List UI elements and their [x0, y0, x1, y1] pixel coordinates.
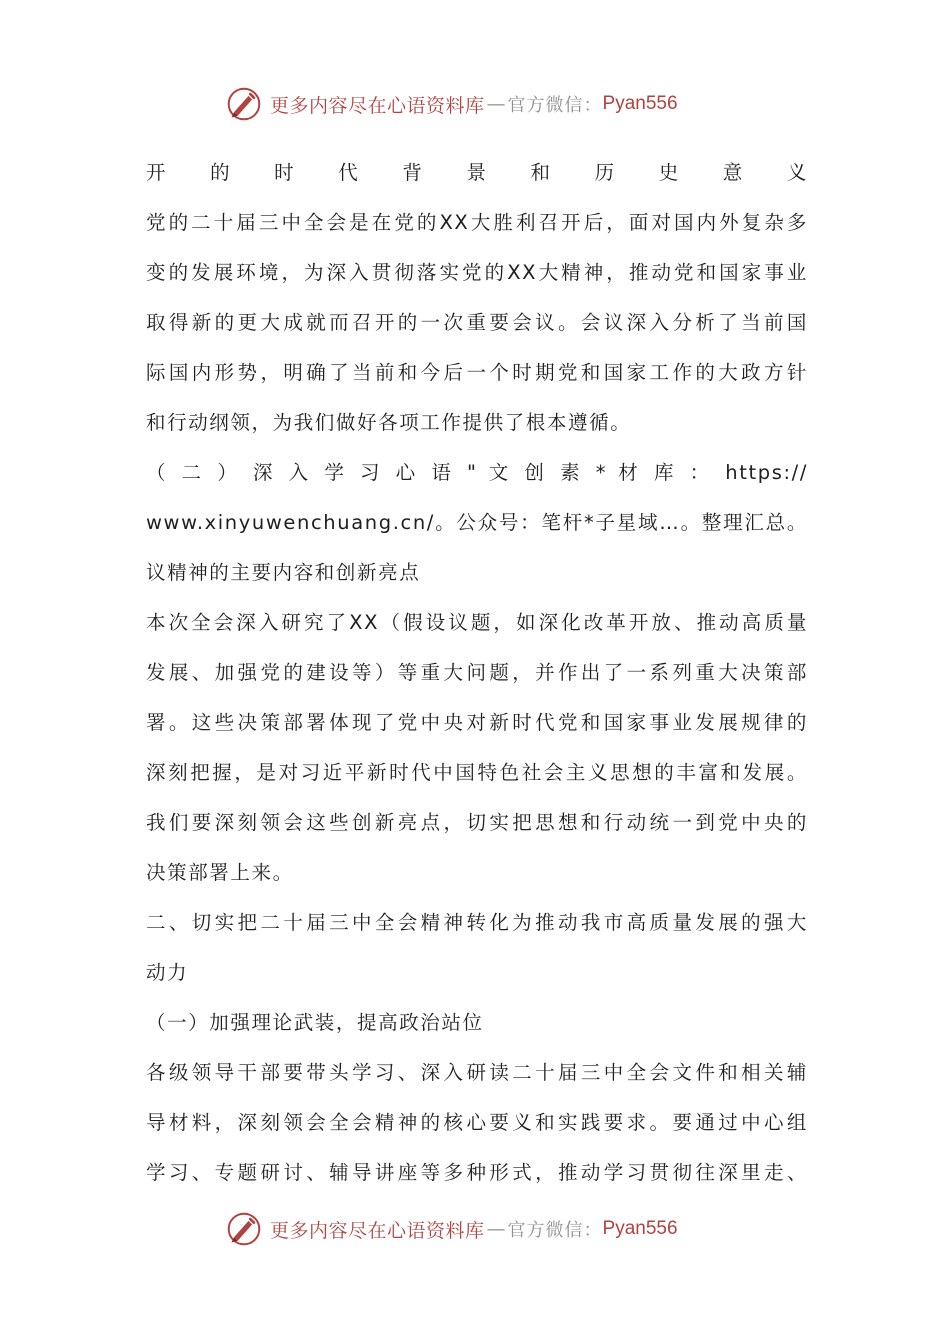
text-line: 署。这些决策部署体现了党中央对新时代党和国家事业发展规律的 [146, 711, 808, 734]
text-line: 发展、加强党的建设等）等重大问题，并作出了一系列重大决策部 [146, 661, 808, 684]
banner-dash: — [486, 93, 506, 115]
header-banner [226, 82, 678, 126]
banner-dash: — [486, 1218, 506, 1240]
banner-official-label: 官方微信： [507, 95, 603, 116]
banner-wechat-id: Pyan556 [602, 1218, 678, 1239]
text-line: 决策部署上来。 [146, 861, 294, 884]
text-line: 开的时代背景和历史意义 [146, 161, 808, 184]
banner-brand-text: 更多内容尽在心语资料库 [270, 1219, 485, 1242]
text-line: 变的发展环境，为深入贯彻落实党的XX大精神，推动党和国家事业 [146, 261, 808, 284]
text-line: 我们要深刻领会这些创新亮点，切实把思想和行动统一到党中央的 [146, 811, 808, 834]
text-line: 各级领导干部要带头学习、深入研读二十届三中全会文件和相关辅 [146, 1061, 808, 1084]
text-line: 本次全会深入研究了XX（假设议题，如深化改革开放、推动高质量 [146, 611, 808, 634]
text-line: 取得新的更大成就而召开的一次重要会议。会议深入分析了当前国 [146, 311, 808, 334]
text-line: www.xinyuwenchuang.cn/。公众号：笔杆*子星域…。整理汇总。 [146, 511, 808, 534]
text-line: 议精神的主要内容和创新亮点 [146, 561, 421, 584]
section-heading: 二、切实把二十届三中全会精神转化为推动我市高质量发展的强大 [146, 911, 808, 934]
text-line: 深刻把握，是对习近平新时代中国特色社会主义思想的丰富和发展。 [146, 761, 808, 784]
text-line: 和行动纲领，为我们做好各项工作提供了根本遵循。 [146, 411, 632, 434]
text-line: 际国内形势，明确了当前和今后一个时期党和国家工作的大政方针 [146, 361, 808, 384]
pen-logo-icon [226, 86, 262, 122]
body-text [146, 148, 808, 1198]
text-line: 学习、专题研讨、辅导讲座等多种形式，推动学习贯彻往深里走、 [146, 1161, 808, 1184]
banner-brand-text: 更多内容尽在心语资料库 [270, 94, 485, 117]
pen-logo-icon [226, 1211, 262, 1247]
section-heading: 动力 [146, 961, 189, 984]
footer-banner [226, 1207, 678, 1251]
subheading-line: （一）加强理论武装，提高政治站位 [146, 1011, 484, 1034]
banner-official-label: 官方微信： [507, 1220, 603, 1241]
banner-wechat-id: Pyan556 [602, 93, 678, 114]
subheading-line: （ 二 ） 深 入 学 习 心 语 " 文 创 素 * 材 库 ： https:// [146, 461, 808, 484]
text-line: 导材料，深刻领会全会精神的核心要义和实践要求。要通过中心组 [146, 1111, 808, 1134]
text-line: 党的二十届三中全会是在党的XX大胜利召开后，面对国内外复杂多 [146, 211, 808, 234]
